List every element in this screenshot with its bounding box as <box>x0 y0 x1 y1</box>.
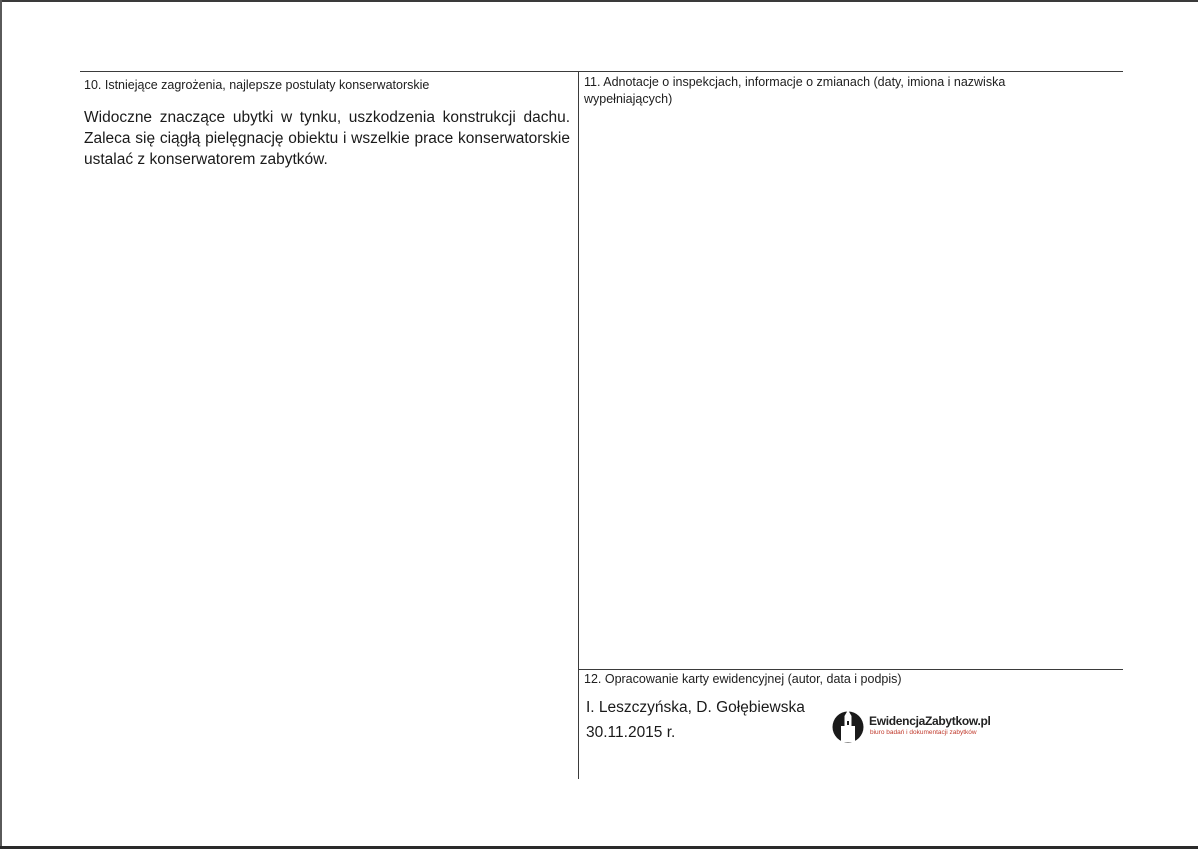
table-top-rule <box>80 71 1123 72</box>
card-date: 30.11.2015 r. <box>586 724 676 741</box>
column-divider <box>578 71 579 779</box>
ewidencja-zabytkow-logo <box>832 707 1002 747</box>
author-names: I. Leszczyńska, D. Gołębiewska <box>586 699 805 716</box>
section-10-text: Widoczne znaczące ubytki w tynku, uszkodzenia konstrukcji dachu. Zaleca się ciągłą pielęgnację obiektu i wszelkie prace konserwatorskie ustalać z konserwatorem zabytków. <box>84 109 570 168</box>
logo-name: EwidencjaZabytkow.pl <box>869 714 991 728</box>
building-silhouette-icon <box>832 707 864 745</box>
logo-tagline: biuro badań i dokumentacji zabytków <box>870 729 977 736</box>
section-10-label: 10. Istniejące zagrożenia, najlepsze postulaty konserwatorskie <box>84 78 430 92</box>
section-12-rule <box>578 669 1123 670</box>
scan-edge-left <box>0 0 2 849</box>
section-11-label: 11. Adnotacje o inspekcjach, informacje o zmianach (daty, imiona i nazwiska wypełniających) <box>584 75 1006 106</box>
section-12-label: 12. Opracowanie karty ewidencyjnej (autor, data i podpis) <box>584 672 902 686</box>
scan-edge-top <box>0 0 1198 2</box>
